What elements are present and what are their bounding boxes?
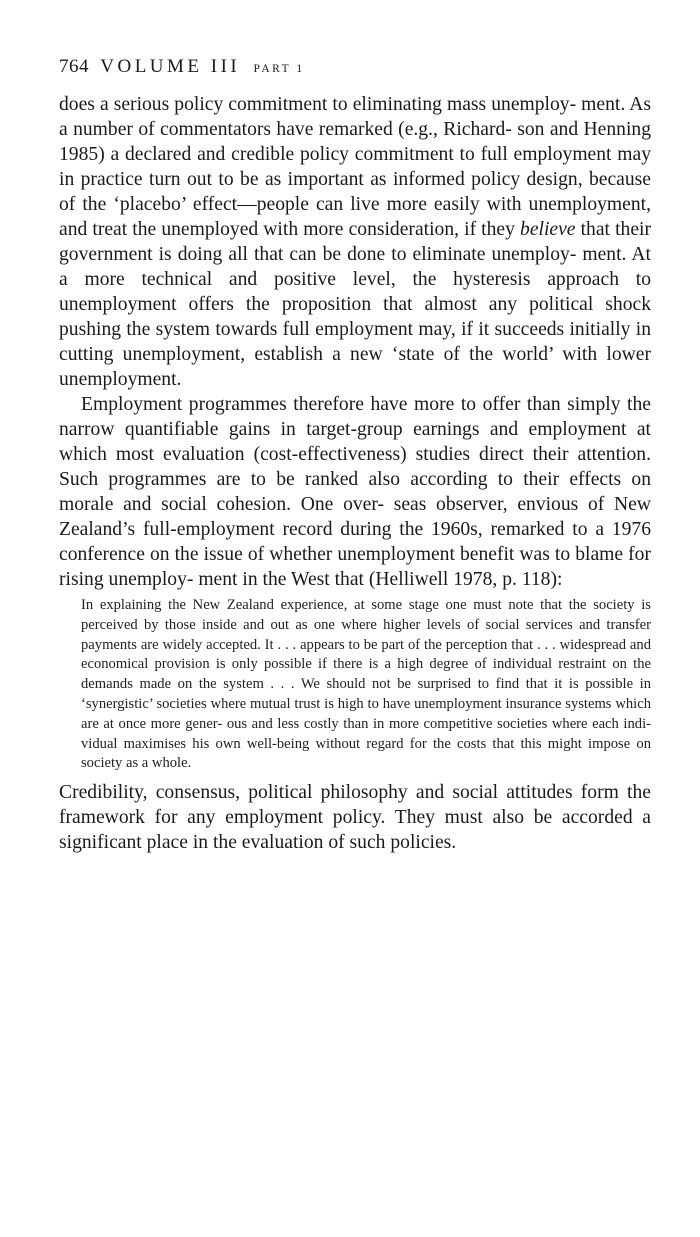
part-label: PART 1 bbox=[253, 63, 305, 75]
running-head bbox=[59, 56, 651, 78]
volume-label: VOLUME III bbox=[100, 56, 241, 77]
paragraph-1-text-b: that their government is doing all that can be done to eliminate unemploy- ment. At a more technical and positive level, the hysteresis approach to unemployment offers the proposition that almost any political shock pushing the system towards full employment may, if it succeeds initially in cutting unemployment, establish a new ‘state of the world’ with lower unemployment. bbox=[59, 219, 651, 390]
page-number: 764 bbox=[59, 56, 89, 77]
paragraph-3: Credibility, consensus, political philosophy and social attitudes form the framework for any employment policy. They must also be accorded a significant place in the evaluation of such policies. bbox=[59, 782, 651, 854]
book-page bbox=[59, 56, 651, 855]
paragraph-1-text-a: does a serious policy commitment to eliminating mass unemploy- ment. As a number of commentators have remarked (e.g., Richard- son and Henning 1985) a declared and credible policy commitment to full employment may in practice turn out to be as important as informed policy design, because of the ‘placebo’ effect—people can live more easily with unemployment, and treat the unemployed with more consideration, if they bbox=[59, 94, 651, 240]
paragraph-1 bbox=[59, 92, 651, 392]
emphasis-believe: believe bbox=[520, 219, 576, 240]
block-quote: In explaining the New Zealand experience, at some stage one must note that the society is perceived by those inside and out as one where higher levels of social services and transfer payments are widely accepted. It . . . appears to be part of the perception that . . . widespread and economical provision is only possible if there is a high degree of individual restraint on the demands made on the system . . . We should not be surprised to find that it is possible in ‘synergistic’ societies where mutual trust is high to have unemployment insurance systems which are at once more gener- ous and less costly than in more competitive societies where each indi- vidual maximises his own well-being without regard for the costs that this might impose on society as a whole. bbox=[81, 597, 651, 772]
paragraph-2: Employment programmes therefore have more to offer than simply the narrow quantifiable gains in target-group earnings and employment at which most evaluation (cost-effectiveness) studies direct their attention. Such programmes are to be ranked also according to their effects on morale and social cohesion. One over- seas observer, envious of New Zealand’s full-employment record during the 1960s, remarked to a 1976 conference on the issue of whether unemployment benefit was to blame for rising unemploy- ment in the West that (Helliwell 1978, p. 118): bbox=[59, 394, 651, 590]
